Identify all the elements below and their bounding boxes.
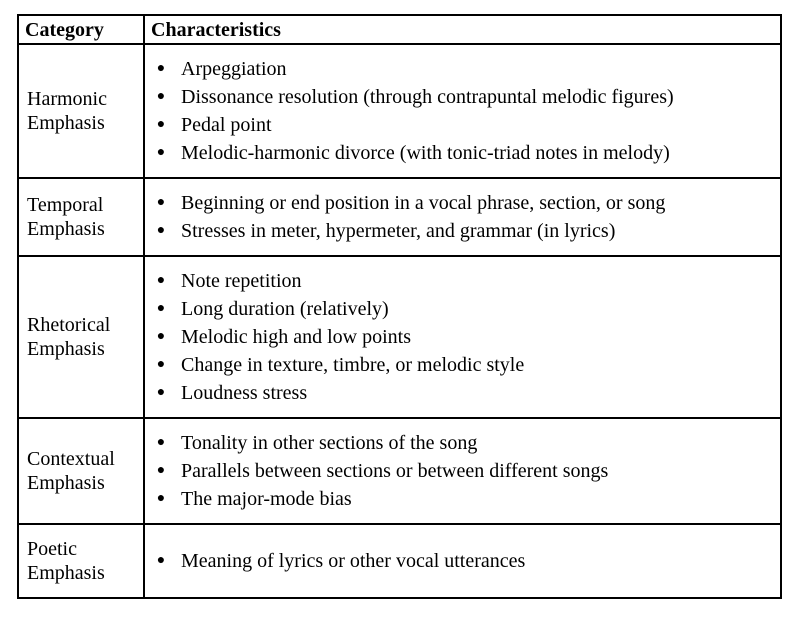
bullet-icon: ● [156, 273, 166, 288]
characteristics-list [153, 267, 780, 407]
list-item [153, 217, 780, 245]
item-text: Note repetition [181, 270, 302, 292]
item-text: Melodic high and low points [181, 326, 411, 348]
list-item [153, 351, 780, 379]
item-text: Stresses in meter, hypermeter, and grammar (in lyrics) [181, 220, 616, 242]
list-item [153, 379, 780, 407]
characteristics-cell [144, 418, 781, 524]
item-text: Melodic-harmonic divorce (with tonic-triad notes in melody) [181, 142, 670, 164]
list-item [153, 457, 780, 485]
category-label: Contextual [27, 448, 115, 470]
item-text: Change in texture, timbre, or melodic style [181, 354, 525, 376]
category-label: Temporal [27, 194, 104, 216]
bullet-icon: ● [156, 223, 166, 238]
characteristics-cell [144, 524, 781, 598]
item-text: Parallels between sections or between different songs [181, 460, 609, 482]
emphasis-table [17, 14, 782, 599]
item-text: Dissonance resolution (through contrapuntal melodic figures) [181, 86, 674, 108]
characteristics-list [153, 189, 780, 245]
list-item [153, 111, 780, 139]
category-label: Emphasis [27, 338, 105, 360]
bullet-icon: ● [156, 145, 166, 160]
characteristics-list [153, 429, 780, 513]
item-text: The major-mode bias [181, 488, 352, 510]
category-label: Emphasis [27, 562, 105, 584]
list-item [153, 295, 780, 323]
characteristics-cell [144, 178, 781, 256]
characteristics-cell [144, 44, 781, 178]
bullet-icon: ● [156, 435, 166, 450]
table-row [18, 256, 781, 418]
list-item [153, 429, 780, 457]
characteristics-list [153, 547, 780, 575]
item-text: Meaning of lyrics or other vocal utterances [181, 550, 526, 572]
category-cell [18, 178, 144, 256]
item-text: Long duration (relatively) [181, 298, 389, 320]
item-text: Arpeggiation [181, 58, 287, 80]
table-row [18, 524, 781, 598]
category-cell [18, 44, 144, 178]
bullet-icon: ● [156, 491, 166, 506]
bullet-icon: ● [156, 463, 166, 478]
item-text: Pedal point [181, 114, 272, 136]
list-item [153, 55, 780, 83]
category-cell [18, 418, 144, 524]
category-cell [18, 524, 144, 598]
list-item [153, 189, 780, 217]
list-item [153, 547, 780, 575]
table-row [18, 44, 781, 178]
item-text: Loudness stress [181, 382, 308, 404]
table-row [18, 418, 781, 524]
header-characteristics: Characteristics [144, 15, 781, 44]
list-item [153, 323, 780, 351]
list-item [153, 139, 780, 167]
bullet-icon: ● [156, 385, 166, 400]
table-row [18, 178, 781, 256]
category-label: Harmonic [27, 88, 107, 110]
category-cell [18, 256, 144, 418]
bullet-icon: ● [156, 195, 166, 210]
bullet-icon: ● [156, 61, 166, 76]
category-label: Emphasis [27, 472, 105, 494]
item-text: Beginning or end position in a vocal phrase, section, or song [181, 192, 666, 214]
bullet-icon: ● [156, 553, 166, 568]
header-row [18, 15, 781, 44]
characteristics-cell [144, 256, 781, 418]
list-item [153, 267, 780, 295]
bullet-icon: ● [156, 117, 166, 132]
category-label: Emphasis [27, 112, 105, 134]
bullet-icon: ● [156, 357, 166, 372]
category-label: Poetic [27, 538, 77, 560]
category-label: Emphasis [27, 218, 105, 240]
header-category: Category [18, 15, 144, 44]
category-label: Rhetorical [27, 314, 111, 336]
list-item [153, 485, 780, 513]
list-item [153, 83, 780, 111]
bullet-icon: ● [156, 89, 166, 104]
characteristics-list [153, 55, 780, 167]
bullet-icon: ● [156, 329, 166, 344]
item-text: Tonality in other sections of the song [181, 432, 478, 454]
bullet-icon: ● [156, 301, 166, 316]
